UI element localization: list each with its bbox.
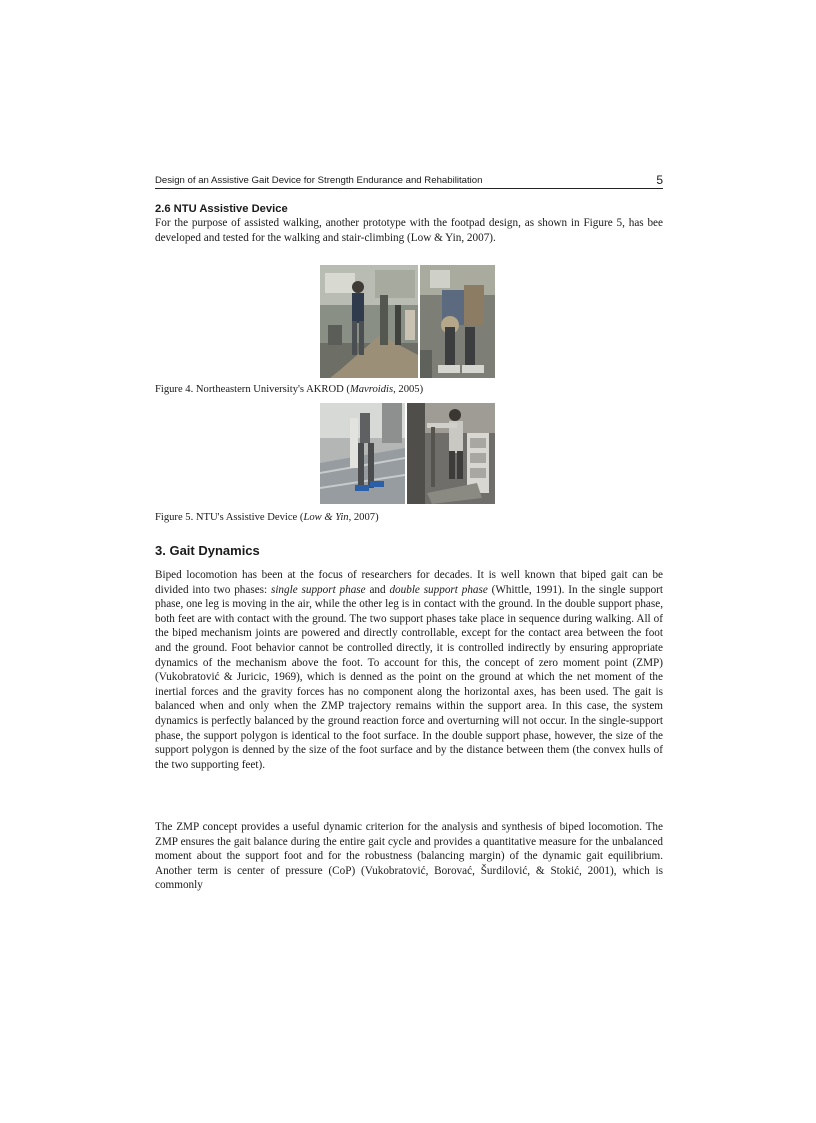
section-3-heading: 3. Gait Dynamics [155, 543, 260, 558]
page-number: 5 [656, 173, 663, 187]
section-2-6-paragraph: For the purpose of assisted walking, another prototype with the footpad design, as shown in Figure 5, has bee developed and tested for the walking and stair-climbing (Low & Yin, 2007). [155, 217, 663, 244]
section-3-paragraph-2: The ZMP concept provides a useful dynamic criterion for the analysis and synthesis of biped locomotion. The ZMP ensures the gait balance during the entire gait cycle and provides a quantitative measure for the unbalanced moment about the support foot and for the robustness (balancing margin) of the dynamic gait equilibrium. Another term is center of pressure (CoP) (Vukobratović, Borovać, Šurdilović, & Stokić, 2001), which is commonly [155, 821, 663, 892]
section-3-paragraph-1 [155, 568, 663, 772]
section-2-6-heading: 2.6 NTU Assistive Device [155, 203, 288, 215]
p1-italic-double-support: double support phase [389, 583, 488, 596]
p1-part2: (Whittle, 1991). In the single support phase, one leg is moving in the air, while the other leg is in contact with the ground. In the double support phase, both feet are with contact with the ground. The two support phases take place in sequence during walking. All of the biped mechanism joints are powered and directly controllable, except for the contact area between the foot and the ground. Foot behavior cannot be controlled directly, it is controlled indirectly by ensuring appropriate dynamics of the mechanism above the foot. To account for this, the concept of zero moment point (ZMP) (Vukobratović & Juricic, 1969), which is denned as the point on the ground at which the net moment of the inertial forces and the gravity forces has no component along the horizontal axes, has been used. The gait is balanced when and only when the ZMP trajectory remains within the support area. In this case, the system dynamics is perfectly balanced by the ground reaction force and overturning will not occur. In the single-support phase, the support polygon is identical to the foot surface. In the double support phase, however, the size of the support polygon is denned by the size of the foot surface and by the distance between them (the convex hulls of the two supporting feet). [155, 583, 663, 771]
figure-5-photo-right [407, 403, 495, 504]
p1-italic-single-support: single support phase [270, 583, 366, 596]
figure-5-caption [155, 512, 379, 523]
p1-part1: Biped locomotion has been at the focus of researchers for decades. It is well known that biped gait can be divided into two phases: [155, 569, 663, 596]
figure-5-photo-left [320, 403, 405, 504]
figure-4-caption-italic: Mavroidis [349, 384, 394, 395]
figure-4-caption-prefix: Figure 4. Northeastern University's AKROD ( [155, 384, 350, 395]
p1-and: and [365, 583, 390, 596]
figure-4-photo-left [320, 265, 418, 378]
figure-5-caption-italic: Low & Yin [303, 512, 349, 523]
figure-4-caption [155, 384, 423, 395]
running-header [155, 174, 663, 189]
running-header-title: Design of an Assistive Gait Device for Strength Endurance and Rehabilitation [155, 175, 483, 186]
figure-4-photo-right [420, 265, 495, 378]
figure-5-caption-prefix: Figure 5. NTU's Assistive Device ( [155, 512, 304, 523]
figure-5-caption-suffix: , 2007) [348, 512, 379, 523]
figure-4-caption-suffix: , 2005) [393, 384, 424, 395]
